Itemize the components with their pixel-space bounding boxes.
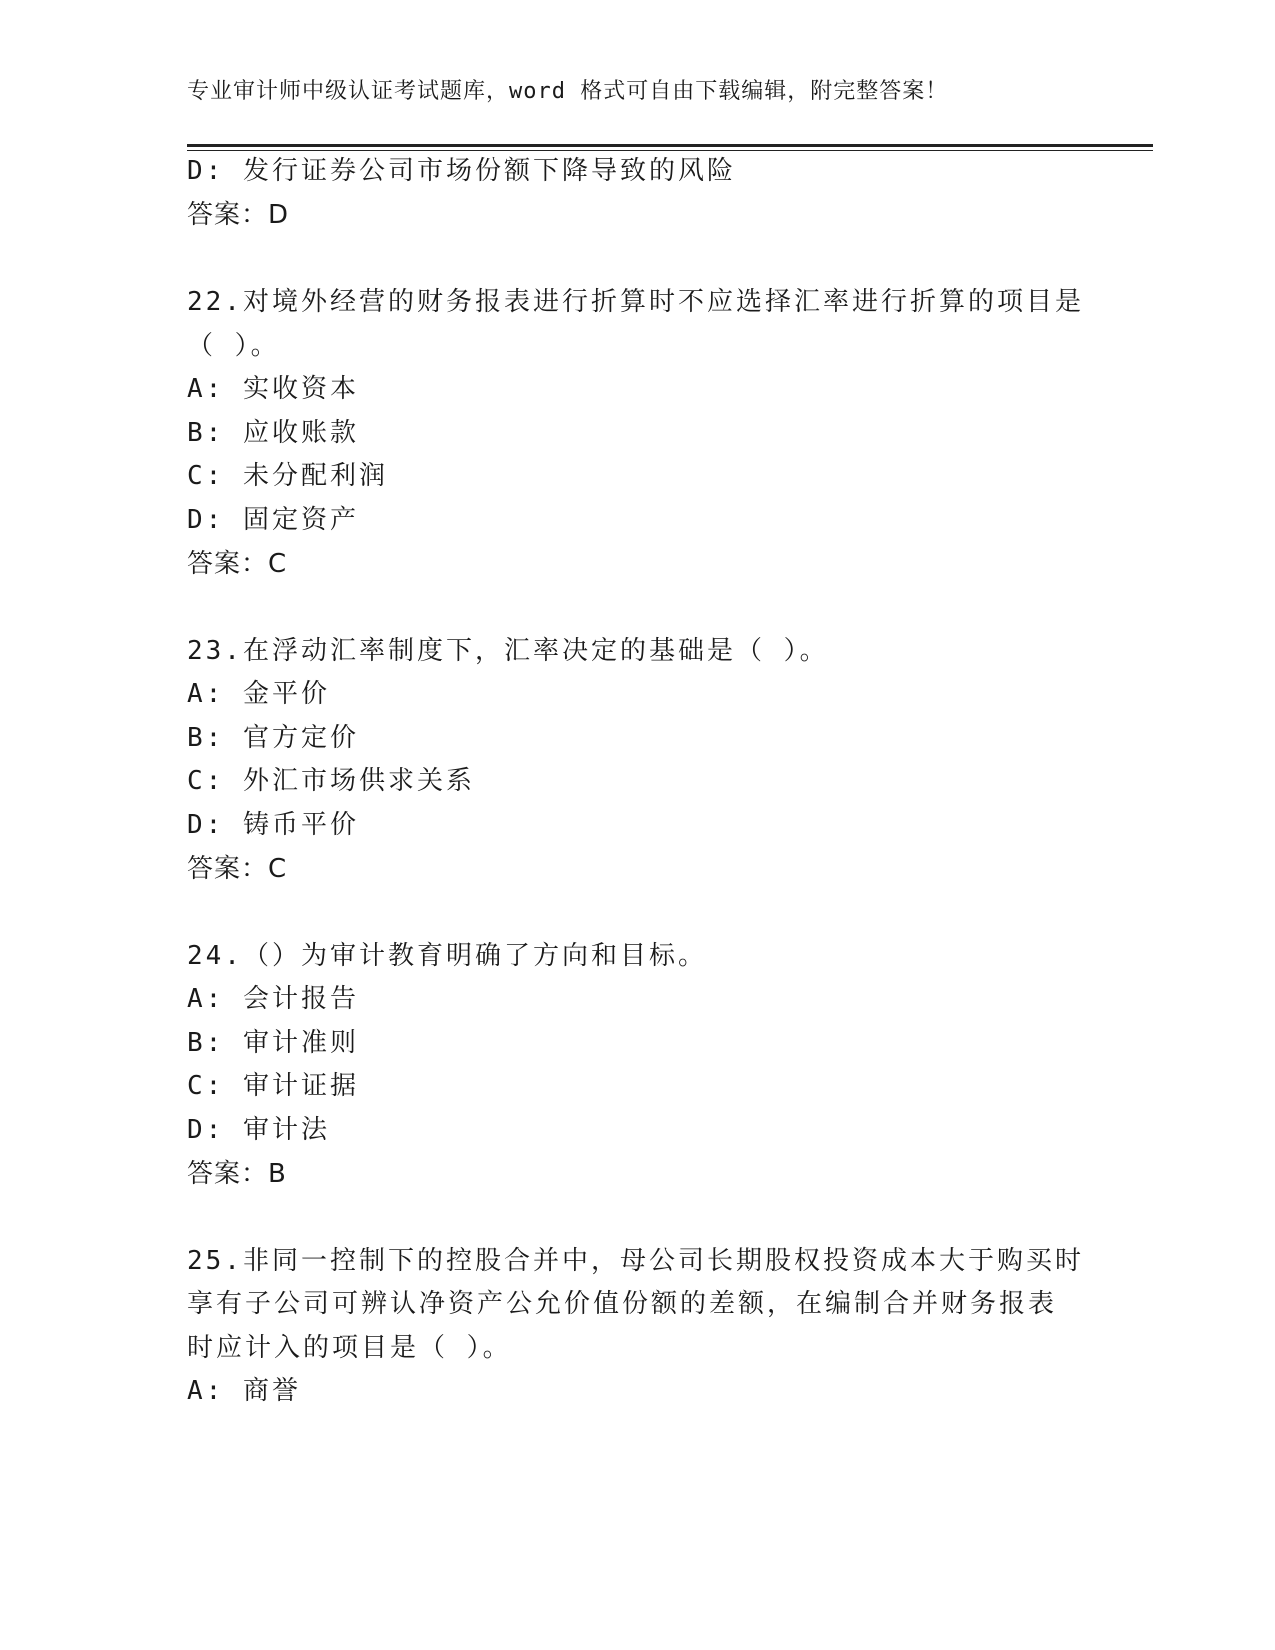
q24-option-a: A: 会计报告 (187, 984, 359, 1014)
q24-option-c: C: 审计证据 (187, 1071, 359, 1101)
q25-stem-line2: 享有子公司可辨认净资产公允价值份额的差额，在编制合并财务报表 (187, 1289, 1058, 1319)
q22-stem-line2: （ ）。 (187, 331, 280, 361)
q24-option-d: D: 审计法 (187, 1115, 330, 1145)
q24-answer: 答案：B (187, 1159, 287, 1189)
q25-stem-line1: 25.非同一控制下的控股合并中，母公司长期股权投资成本大于购买时 (187, 1246, 1084, 1276)
q23-answer: 答案：C (187, 854, 288, 884)
q22-answer: 答案：C (187, 549, 288, 579)
q22-option-a: A: 实收资本 (187, 374, 359, 404)
q22-option-b: B: 应收账款 (187, 418, 359, 448)
q24-stem-line1: 24.（）为审计教育明确了方向和目标。 (187, 941, 707, 971)
q21-option-d: D: 发行证券公司市场份额下降导致的风险 (187, 156, 736, 186)
q24-option-b: B: 审计准则 (187, 1028, 359, 1058)
q22-stem-line1: 22.对境外经营的财务报表进行折算时不应选择汇率进行折算的项目是 (187, 287, 1084, 317)
q23-option-a: A: 金平价 (187, 679, 330, 709)
q22-option-d: D: 固定资产 (187, 505, 359, 535)
q23-option-c: C: 外汇市场供求关系 (187, 766, 475, 796)
q22-option-c: C: 未分配利润 (187, 461, 388, 491)
q23-stem-line1: 23.在浮动汇率制度下，汇率决定的基础是（ ）。 (187, 636, 829, 666)
page-header-title: 专业审计师中级认证考试题库，word 格式可自由下载编辑，附完整答案！ (187, 79, 949, 104)
q25-option-a: A: 商誉 (187, 1376, 301, 1406)
q25-stem-line3: 时应计入的项目是（ ）。 (187, 1333, 512, 1363)
header-divider-thin (187, 150, 1153, 151)
header-divider-thick (187, 144, 1153, 147)
q23-option-d: D: 铸币平价 (187, 810, 359, 840)
q21-answer: 答案：D (187, 200, 290, 230)
q23-option-b: B: 官方定价 (187, 723, 359, 753)
